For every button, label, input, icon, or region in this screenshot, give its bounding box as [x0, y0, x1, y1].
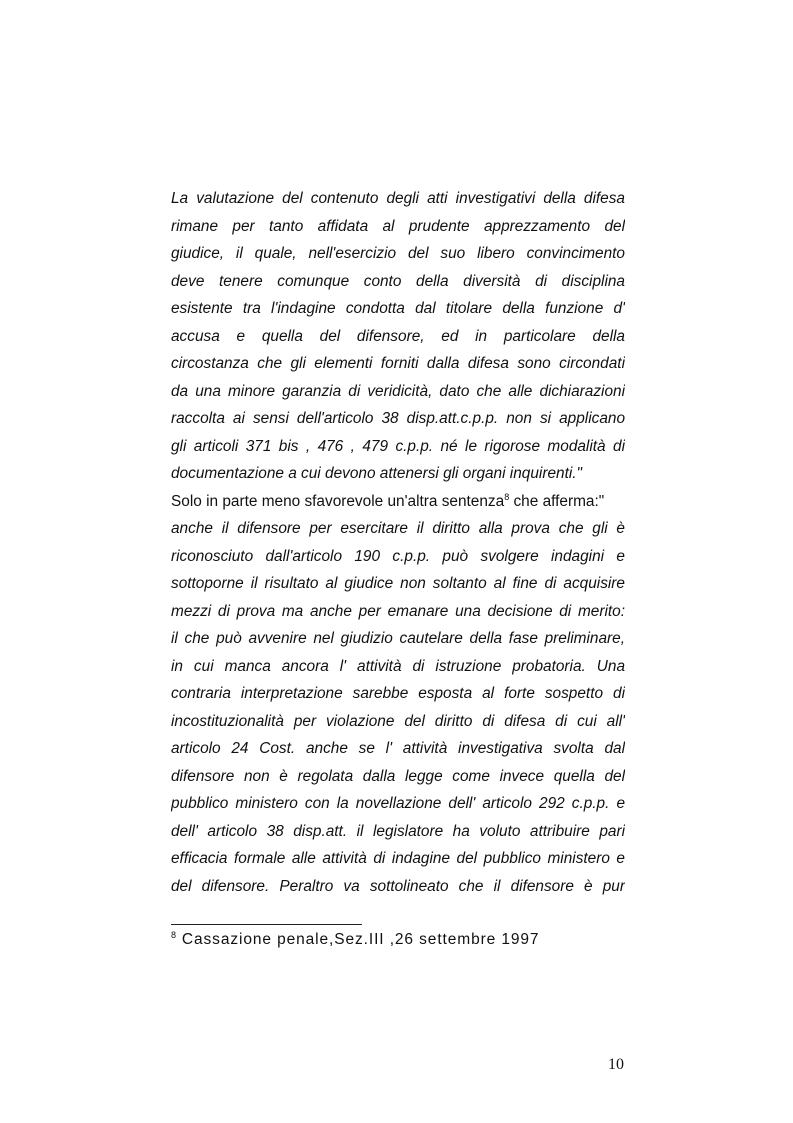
second-quote-line-8: incostituzionalità per violazione del diritto di difesa di cui all' — [171, 712, 625, 730]
footnote-number: 8 — [171, 929, 177, 940]
footnote-text: Cassazione penale,Sez.III ,26 settembre 1997 — [181, 931, 540, 948]
second-quote-line-1: anche il difensore per esercitare il diritto alla prova che gli è — [171, 520, 625, 537]
body-text — [171, 185, 625, 900]
quote-line-10: gli articoli 371 bis , 476 , 479 c.p.p. né le rigorose modalità di — [171, 437, 625, 455]
second-quote-line-9: articolo 24 Cost. anche se l' attività investigativa svolta dal — [171, 740, 625, 757]
second-quote-line-12: dell' articolo 38 disp.att. il legislatore ha voluto attribuire pari — [171, 822, 625, 840]
footnote — [171, 931, 539, 949]
quote-line-7: circostanza che gli elementi forniti dalla difesa sono circondati — [171, 355, 625, 372]
quote-line-9: raccolta ai sensi dell'articolo 38 disp.att.c.p.p. non si applicano — [171, 410, 625, 427]
second-quote-line-14: del difensore. Peraltro va sottolineato che il difensore è pur — [171, 877, 625, 895]
intro-line — [171, 488, 625, 516]
second-quote-line-3: sottoporne il risultato al giudice non soltanto al fine di acquisire — [171, 575, 625, 592]
second-quote-line-5: il che può avvenire nel giudizio cautelare della fase preliminare, — [171, 630, 625, 647]
quote-line-2: rimane per tanto affidata al prudente apprezzamento del — [171, 217, 625, 235]
quote-line-1: La valutazione del contenuto degli atti investigativi della difesa — [171, 190, 625, 207]
quote-line-4: deve tenere comunque conto della diversità di disciplina — [171, 272, 625, 290]
quote-line-11: documentazione a cui devono attenersi gli organi inquirenti." — [171, 465, 583, 482]
second-quote-line-2: riconosciuto dall'articolo 190 c.p.p. può svolgere indagini e — [171, 547, 625, 565]
second-quote-line-4: mezzi di prova ma anche per emanare una decisione di merito: — [171, 602, 625, 620]
second-quote-line-13: efficacia formale alle attività di indagine del pubblico ministero e — [171, 850, 625, 867]
intro-text-tail: che afferma:" — [509, 492, 605, 510]
second-quote-line-6: in cui manca ancora l' attività di istruzione probatoria. Una — [171, 657, 625, 675]
footnote-separator — [171, 924, 362, 925]
footnote-reference[interactable]: 8 — [504, 491, 510, 502]
second-quote-line-7: contraria interpretazione sarebbe esposta al forte sospetto di — [171, 685, 625, 702]
second-quote-line-10: difensore non è regolata dalla legge come invece quella del — [171, 767, 625, 785]
quote-line-5: esistente tra l'indagine condotta dal titolare della funzione d' — [171, 300, 625, 317]
intro-text: Solo in parte meno sfavorevole un'altra sentenza — [171, 492, 505, 510]
quote-line-6: accusa e quella del difensore, ed in particolare della — [171, 327, 625, 345]
quote-line-8: da una minore garanzia di veridicità, dato che alle dichiarazioni — [171, 382, 625, 400]
quote-line-3: giudice, il quale, nell'esercizio del suo libero convincimento — [171, 245, 625, 262]
second-quote-line-11: pubblico ministero con la novellazione dell' articolo 292 c.p.p. e — [171, 795, 625, 812]
page-number: 10 — [608, 1056, 624, 1073]
